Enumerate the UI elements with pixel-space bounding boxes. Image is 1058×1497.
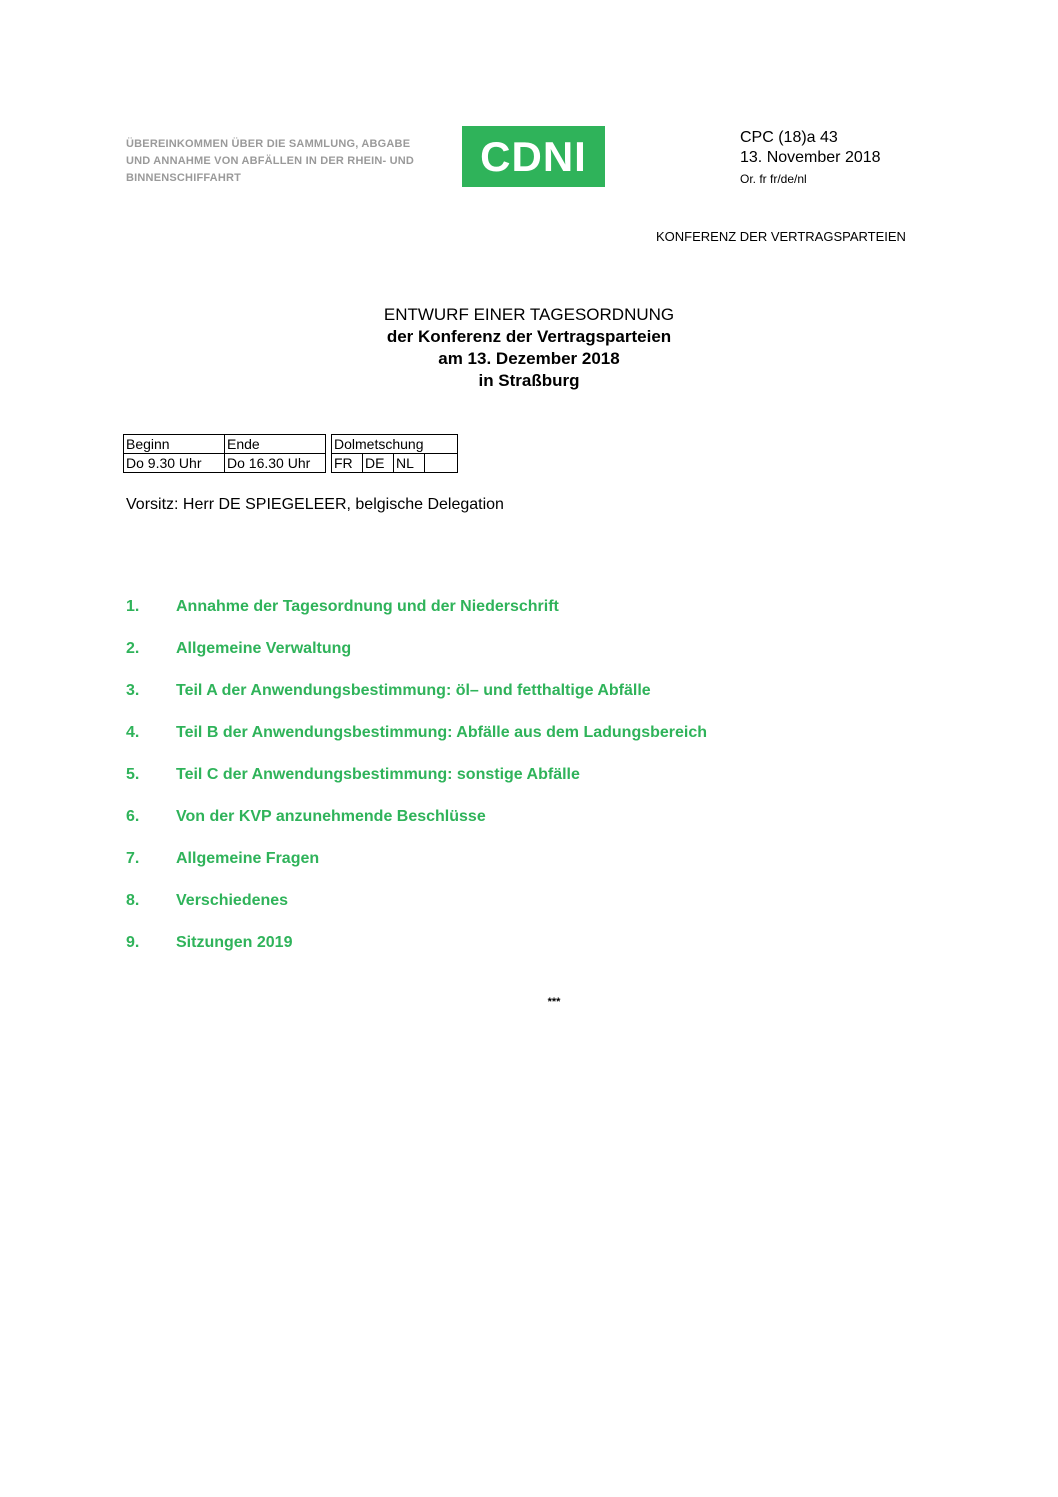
agenda-item [126,640,707,682]
agenda-item-number: 9. [126,934,140,951]
agenda-item-number: 2. [126,640,140,657]
document-number: CPC (18)a 43 [740,129,838,146]
agenda-item-number: 6. [126,808,140,825]
end-value: Do 16.30 Uhr [225,454,326,473]
agenda-item [126,850,707,892]
schedule-table [123,434,458,473]
end-header: Ende [225,435,326,454]
document-date: 13. November 2018 [740,149,881,166]
agenda-item [126,808,707,850]
agenda-item-number: 1. [126,598,140,615]
agenda-item-text: Allgemeine Fragen [176,850,320,867]
organization-name [126,136,456,187]
agenda-item-text: Teil C der Anwendungsbestimmung: sonstige Abfälle [176,766,580,783]
organization-line: BINNENSCHIFFAHRT [126,172,242,184]
agenda-list [126,598,707,976]
agenda-item [126,766,707,808]
agenda-item-text: Von der KVP anzunehmende Beschlüsse [176,808,486,825]
agenda-item-text: Verschiedenes [176,892,289,909]
language-cell: NL [394,454,425,473]
title-line-1: ENTWURF EINER TAGESORDNUNG [383,305,675,324]
interpretation-header: Dolmetschung [332,435,458,454]
agenda-item-text: Teil A der Anwendungsbestimmung: öl– und fetthaltige Abfälle [176,682,651,699]
agenda-item-number: 3. [126,682,140,699]
agenda-item-number: 8. [126,892,140,909]
agenda-item [126,892,707,934]
document-reference [740,128,881,190]
title-line-2: der Konferenz der Vertragsparteien [386,327,672,346]
agenda-item-number: 5. [126,766,140,783]
agenda-item-text: Allgemeine Verwaltung [176,640,352,657]
agenda-item [126,598,707,640]
agenda-item [126,682,707,724]
agenda-item-number: 7. [126,850,140,867]
language-cell [425,454,458,473]
chair-line: Vorsitz: Herr DE SPIEGELEER, belgische Delegation [126,496,504,513]
schedule-header-row [124,435,458,454]
agenda-item-number: 4. [126,724,140,741]
end-mark: *** [547,996,561,1008]
conference-label: KONFERENZ DER VERTRAGSPARTEIEN [656,229,906,244]
begin-value: Do 9.30 Uhr [124,454,225,473]
language-cell: DE [363,454,394,473]
agenda-item [126,724,707,766]
cdni-logo: CDNI [462,126,605,187]
page-title [0,304,1058,392]
agenda-item-text: Sitzungen 2019 [176,934,293,951]
begin-header: Beginn [124,435,225,454]
organization-line: UND ANNAHME VON ABFÄLLEN IN DER RHEIN- UND [126,155,415,167]
agenda-item-text: Teil B der Anwendungsbestimmung: Abfälle aus dem Ladungsbereich [176,724,708,741]
title-line-3: am 13. Dezember 2018 [438,349,620,368]
agenda-item-text: Annahme der Tagesordnung und der Niederschrift [176,598,559,615]
document-languages: Or. fr fr/de/nl [740,172,807,186]
language-cell: FR [332,454,363,473]
organization-line: ÜBEREINKOMMEN ÜBER DIE SAMMLUNG, ABGABE [126,138,411,150]
schedule-value-row [124,454,458,473]
title-line-4: in Straßburg [478,371,580,390]
agenda-item [126,934,707,976]
